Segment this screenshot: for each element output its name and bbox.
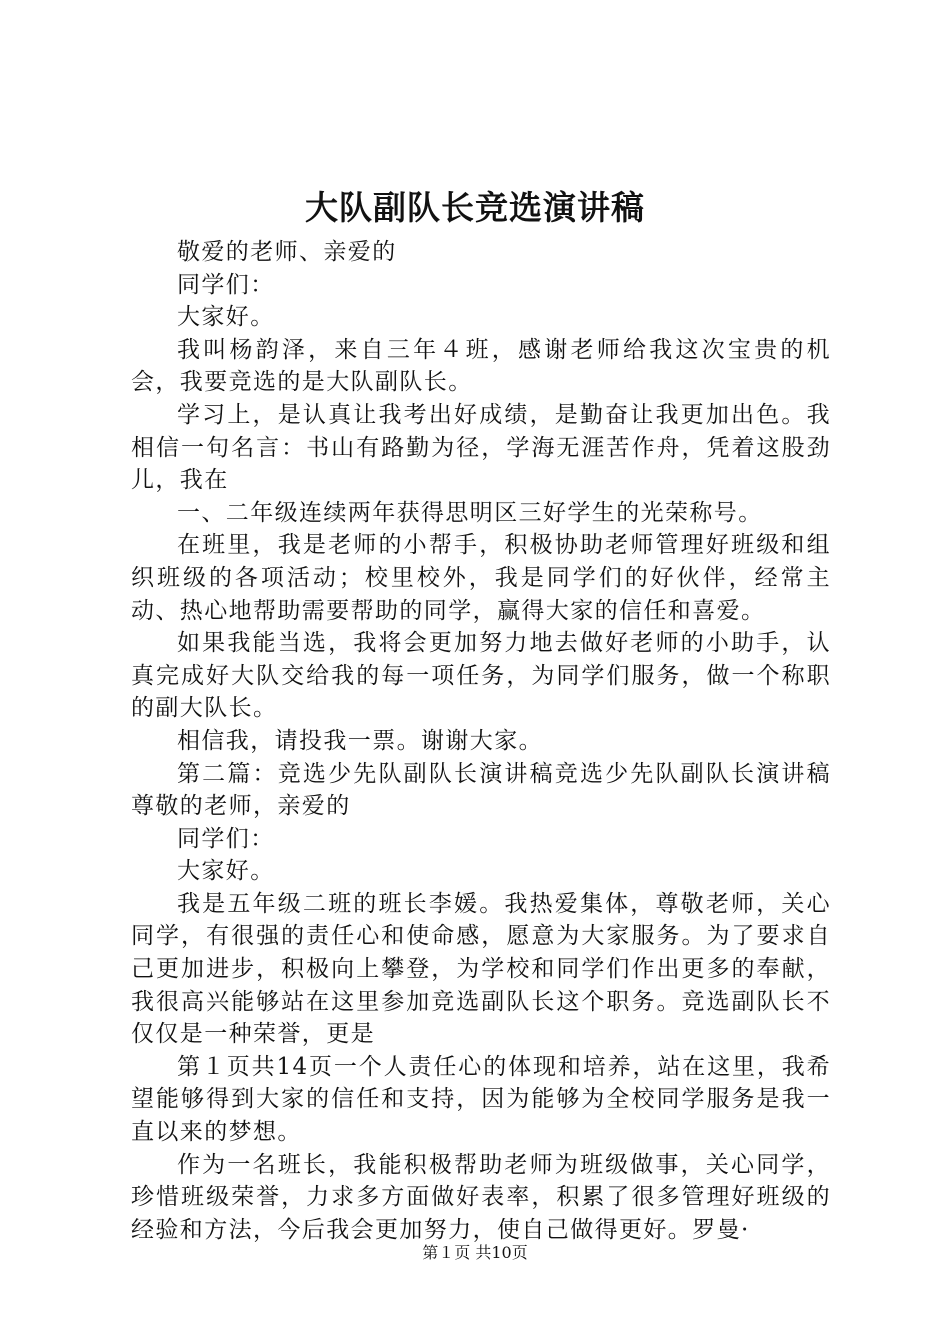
paragraph: 如果我能当选，我将会更加努力地去做好老师的小助手，认真完成好大队交给我的每一项任务，为同学们服务，做一个称职的副大队长。 (131, 630, 831, 722)
paragraph: 第二篇：竞选少先队副队长演讲稿竞选少先队副队长演讲稿尊敬的老师，亲爱的 (131, 760, 831, 820)
paragraph: 同学们： (177, 271, 275, 298)
paragraph: 相信我，请投我一票。谢谢大家。 (177, 727, 543, 754)
paragraph: 大家好。 (177, 858, 275, 885)
paragraph: 第１页共14页一个人责任心的体现和培养，站在这里，我希望能够得到大家的信任和支持，因为能够为全校同学服务是我一直以来的梦想。 (131, 1053, 831, 1146)
paragraph: 我是五年级二班的班长李媛。我热爱集体，尊敬老师，关心同学，有很强的责任心和使命感，愿意为大家服务。为了要求自己更加进步，积极向上攀登，为学校和同学们作出更多的奉献，我很高兴能够站在这里参加竞选副队长这个职务。竞选副队长不仅仅是一种荣誉，更是 (131, 890, 831, 1048)
paragraph: 同学们： (177, 825, 275, 852)
document-title: 大队副队长竞选演讲稿 (305, 188, 645, 227)
paragraph: 在班里，我是老师的小帮手，积极协助老师管理好班级和组织班级的各项活动；校里校外，我是同学们的好伙伴，经常主动、热心地帮助需要帮助的同学，赢得大家的信任和喜爱。 (131, 532, 831, 624)
paragraph: 大家好。 (177, 304, 275, 331)
paragraph: 敬爱的老师、亲爱的 (177, 239, 397, 265)
paragraph: 学习上，是认真让我考出好成绩，是勤奋让我更加出色。我相信一句名言：书山有路勤为径，学海无涯苦作舟，凭着这股劲儿，我在 (131, 401, 831, 494)
page-footer: 第１页 共10页 (422, 1243, 528, 1262)
document-body (131, 236, 831, 1246)
paragraph: 我叫杨韵泽，来自三年４班，感谢老师给我这次宝贵的机会，我要竞选的是大队副队长。 (131, 336, 831, 396)
paragraph: 一、二年级连续两年获得思明区三好学生的光荣称号。 (177, 499, 763, 526)
paragraph: 作为一名班长，我能积极帮助老师为班级做事，关心同学，珍惜班级荣誉，力求多方面做好表率，积累了很多管理好班级的经验和方法，今后我会更加努力，使自己做得更好。罗曼· (131, 1151, 831, 1243)
